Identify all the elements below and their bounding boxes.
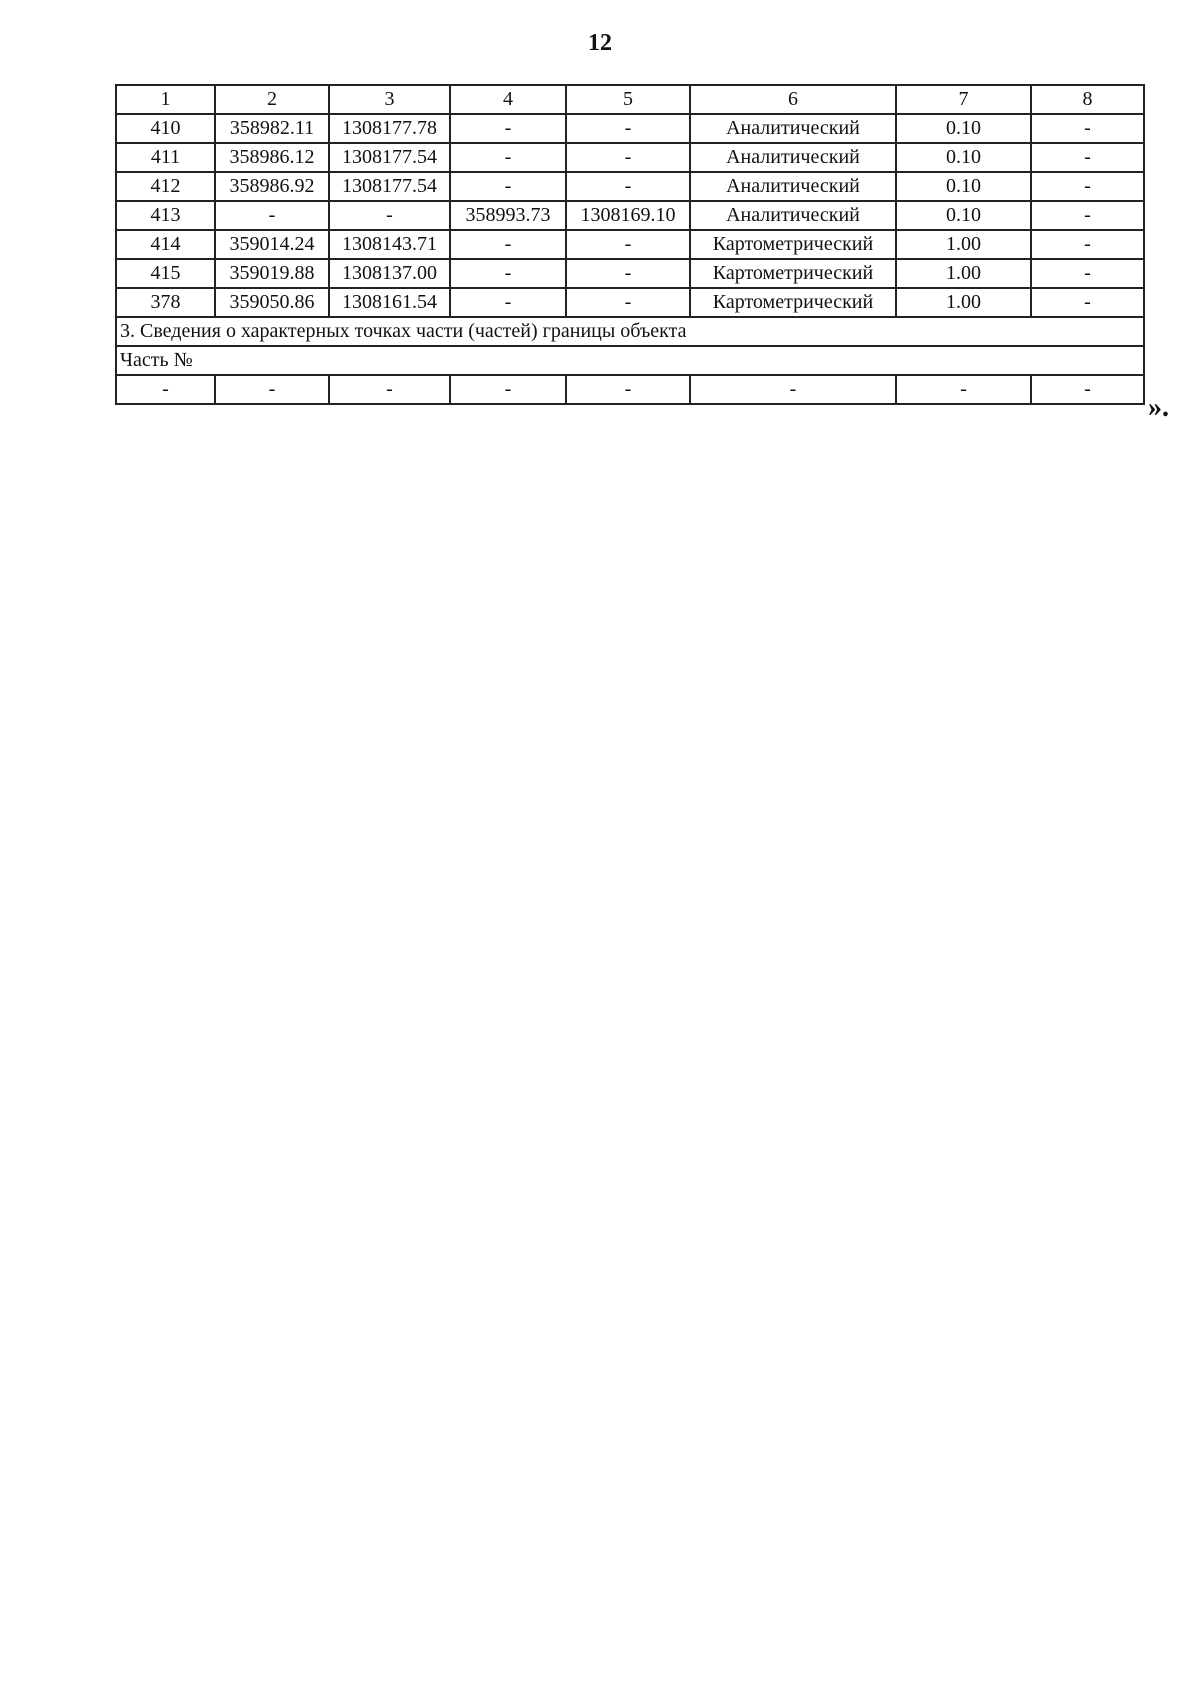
table-cell: Картометрический [690,230,896,259]
table-row [116,230,1144,259]
table-cell: 412 [116,172,215,201]
table-cell: 1.00 [896,230,1031,259]
table-cell: Картометрический [690,259,896,288]
table-cell: - [116,375,215,404]
table-cell: - [566,375,690,404]
table-cell: Аналитический [690,143,896,172]
table-cell: - [1031,172,1144,201]
table-cell: - [1031,201,1144,230]
table-cell: - [1031,375,1144,404]
part-label: Часть № [116,346,1144,375]
header-row [116,85,1144,114]
table-cell: 1308143.71 [329,230,450,259]
table-cell: - [215,201,329,230]
table-cell: - [1031,259,1144,288]
table-cell: 413 [116,201,215,230]
part-label-row [116,346,1144,375]
table-cell: Картометрический [690,288,896,317]
table-cell: 0.10 [896,172,1031,201]
table-body [116,85,1144,404]
table-cell: 1.00 [896,259,1031,288]
table-cell: 0.10 [896,201,1031,230]
coordinates-table-container [115,84,1145,405]
table-cell: - [215,375,329,404]
table-cell: 414 [116,230,215,259]
table-cell: 358982.11 [215,114,329,143]
table-row [116,201,1144,230]
column-header: 6 [690,85,896,114]
table-cell: - [896,375,1031,404]
table-cell: - [450,230,566,259]
table-cell: 359019.88 [215,259,329,288]
table-cell: - [1031,230,1144,259]
table-cell: - [450,375,566,404]
table-cell: 410 [116,114,215,143]
column-header: 4 [450,85,566,114]
table-row [116,259,1144,288]
table-cell: 358986.12 [215,143,329,172]
table-cell: 1308161.54 [329,288,450,317]
table-cell: 0.10 [896,143,1031,172]
table-row [116,143,1144,172]
column-header: 7 [896,85,1031,114]
table-cell: - [450,288,566,317]
table-cell: - [450,259,566,288]
table-cell: Аналитический [690,201,896,230]
table-cell: 1308177.54 [329,143,450,172]
section-title: 3. Сведения о характерных точках части (частей) границы объекта [116,317,1144,346]
table-row [116,114,1144,143]
table-cell: - [329,375,450,404]
section-title-row [116,317,1144,346]
column-header: 1 [116,85,215,114]
table-cell: 1308137.00 [329,259,450,288]
table-cell: 1.00 [896,288,1031,317]
table-cell: - [566,172,690,201]
table-cell: 415 [116,259,215,288]
table-cell: - [1031,143,1144,172]
table-cell: Аналитический [690,172,896,201]
table-cell: - [566,259,690,288]
table-cell: - [450,143,566,172]
table-row [116,288,1144,317]
column-header: 5 [566,85,690,114]
table-row [116,172,1144,201]
page-number: 12 [588,30,612,56]
coordinates-table [115,84,1145,405]
table-cell: 411 [116,143,215,172]
table-cell: - [566,114,690,143]
table-cell: - [450,172,566,201]
table-cell: - [566,230,690,259]
table-cell: 1308177.54 [329,172,450,201]
table-cell: - [1031,114,1144,143]
column-header: 8 [1031,85,1144,114]
table-cell: 359014.24 [215,230,329,259]
table-cell: 1308177.78 [329,114,450,143]
column-header: 3 [329,85,450,114]
table-cell: - [1031,288,1144,317]
table-cell: 358986.92 [215,172,329,201]
closing-quote-mark: ». [1148,392,1169,423]
table-cell: 1308169.10 [566,201,690,230]
table-cell: 358993.73 [450,201,566,230]
table-cell: Аналитический [690,114,896,143]
table-cell: 359050.86 [215,288,329,317]
table-cell: - [566,143,690,172]
part-row [116,375,1144,404]
table-cell: - [566,288,690,317]
table-cell: 0.10 [896,114,1031,143]
column-header: 2 [215,85,329,114]
table-cell: - [329,201,450,230]
table-cell: 378 [116,288,215,317]
table-cell: - [690,375,896,404]
table-cell: - [450,114,566,143]
